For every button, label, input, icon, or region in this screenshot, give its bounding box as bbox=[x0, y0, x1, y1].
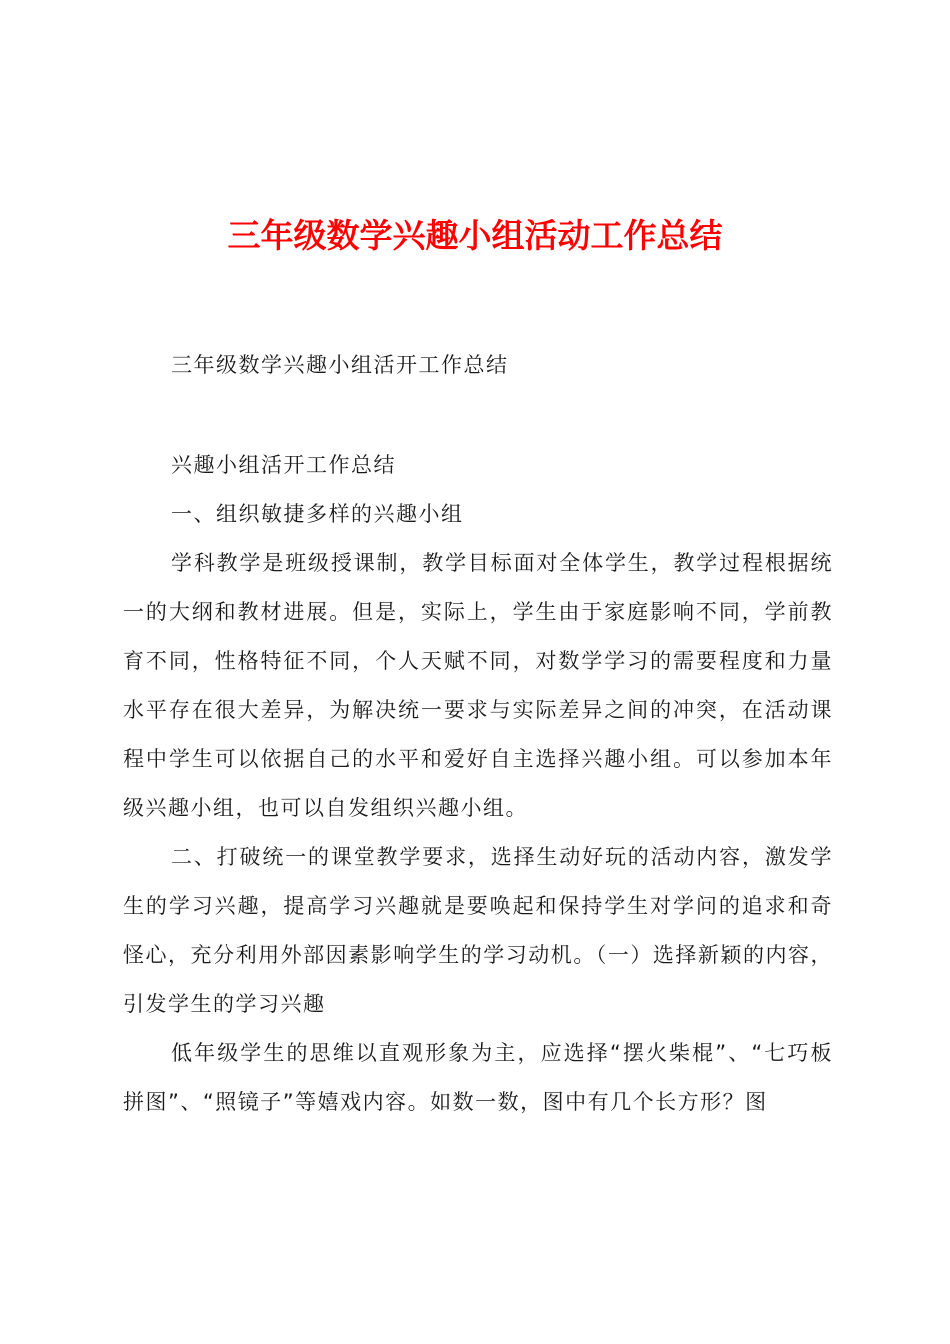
document-subtitle: 三年级数学兴趣小组活开工作总结 bbox=[171, 353, 509, 377]
section-heading-1: 一、组织敏捷多样的兴趣小组 bbox=[171, 502, 464, 526]
document-body bbox=[123, 441, 833, 1127]
document-title: 三年级数学兴趣小组活动工作总结 bbox=[227, 216, 723, 255]
paragraph: 学科教学是班级授课制，教学目标面对全体学生，教学过程根据统一的大纲和教材进展。但是，实际上，学生由于家庭影响不同，学前教育不同，性格特征不同，个人天赋不同，对数学学习的需要程度和力量水平存在很大差异，为解决统一要求与实际差异之间的冲突，在活动课程中学生可以依据自己的水平和爱好自主选择兴趣小组。可以参加本年级兴趣小组，也可以自发组织兴趣小组。 bbox=[123, 551, 833, 820]
document-subtitle-block bbox=[123, 341, 833, 390]
paragraph-heading: 兴趣小组活开工作总结 bbox=[171, 453, 396, 477]
paragraph: 低年级学生的思维以直观形象为主，应选择“摆火柴棍”、“七巧板拼图”、“照镜子”等嬉戏内容。如数一数，图中有几个长方形？图 bbox=[123, 1041, 833, 1114]
section-heading-2: 二、打破统一的课堂教学要求，选择生动好玩的活动内容，激发学生的学习兴趣，提高学习兴趣就是要唤起和保持学生对学问的追求和奇怪心，充分利用外部因素影响学生的学习动机。（一）选择新颖的内容，引发学生的学习兴趣 bbox=[123, 845, 833, 1016]
